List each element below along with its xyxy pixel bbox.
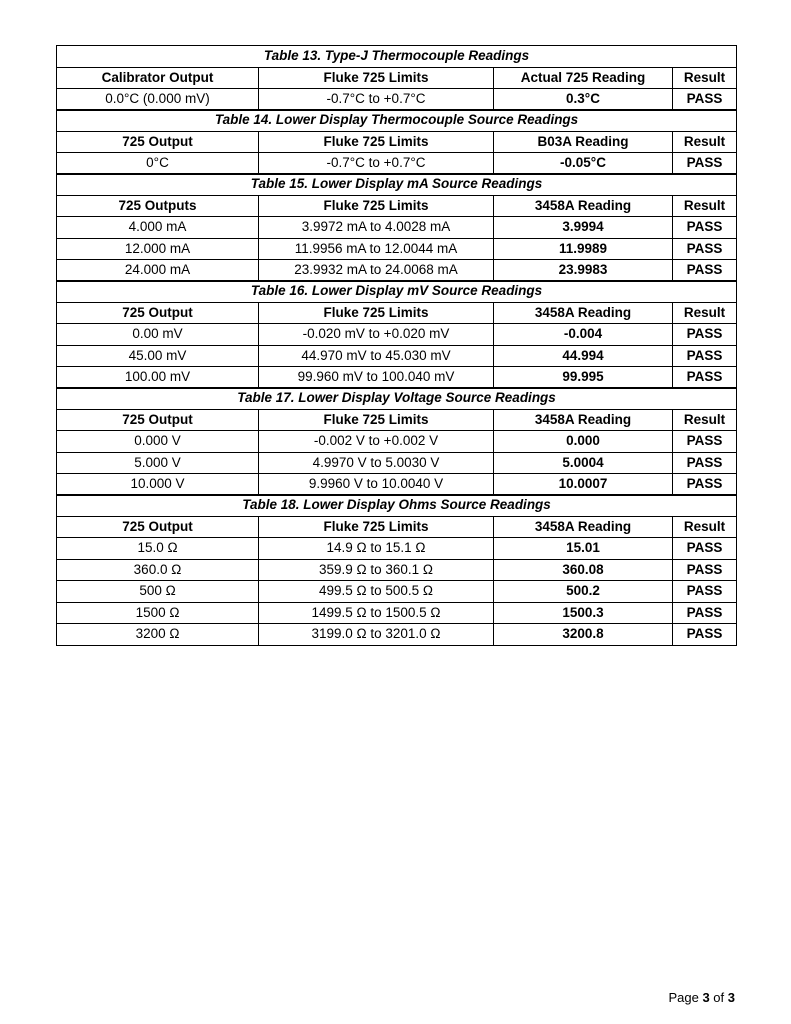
result-cell: PASS <box>673 538 737 560</box>
column-header: Fluke 725 Limits <box>259 302 494 324</box>
result-cell: PASS <box>673 559 737 581</box>
column-header: 725 Output <box>57 302 259 324</box>
table-title-row <box>57 174 737 196</box>
table-row <box>57 581 737 603</box>
column-header: Fluke 725 Limits <box>259 131 494 153</box>
output-cell: 24.000 mA <box>57 260 259 282</box>
table-header-row <box>57 409 737 431</box>
page-number: 3 <box>702 990 710 1005</box>
limits-cell: 23.9932 mA to 24.0068 mA <box>259 260 494 282</box>
output-cell: 500 Ω <box>57 581 259 603</box>
table-header-row <box>57 67 737 89</box>
output-cell: 5.000 V <box>57 452 259 474</box>
result-cell: PASS <box>673 324 737 346</box>
output-cell: 4.000 mA <box>57 217 259 239</box>
limits-cell: 3.9972 mA to 4.0028 mA <box>259 217 494 239</box>
reading-cell: 11.9989 <box>494 238 673 260</box>
limits-cell: 9.9960 V to 10.0040 V <box>259 474 494 496</box>
readings-table <box>56 494 737 646</box>
column-header: Fluke 725 Limits <box>259 195 494 217</box>
table-row <box>57 431 737 453</box>
column-header: B03A Reading <box>494 131 673 153</box>
output-cell: 0°C <box>57 153 259 175</box>
column-header: Result <box>673 302 737 324</box>
output-cell: 15.0 Ω <box>57 538 259 560</box>
table-row <box>57 602 737 624</box>
reading-cell: -0.05°C <box>494 153 673 175</box>
table-header-row <box>57 131 737 153</box>
table-row <box>57 538 737 560</box>
table-row <box>57 89 737 111</box>
table-row <box>57 474 737 496</box>
table-title: Table 14. Lower Display Thermocouple Source Readings <box>57 110 737 132</box>
result-cell: PASS <box>673 89 737 111</box>
result-cell: PASS <box>673 431 737 453</box>
table-title: Table 16. Lower Display mV Source Readings <box>57 281 737 303</box>
column-header: Fluke 725 Limits <box>259 409 494 431</box>
result-cell: PASS <box>673 153 737 175</box>
column-header: Result <box>673 131 737 153</box>
table-header-row <box>57 516 737 538</box>
table-header-row <box>57 195 737 217</box>
reading-cell: 23.9983 <box>494 260 673 282</box>
table-title-row <box>57 388 737 410</box>
limits-cell: 14.9 Ω to 15.1 Ω <box>259 538 494 560</box>
output-cell: 100.00 mV <box>57 367 259 389</box>
table-row <box>57 217 737 239</box>
result-cell: PASS <box>673 624 737 646</box>
output-cell: 1500 Ω <box>57 602 259 624</box>
readings-tables <box>56 45 736 646</box>
output-cell: 10.000 V <box>57 474 259 496</box>
column-header: Result <box>673 516 737 538</box>
table-header-row <box>57 302 737 324</box>
result-cell: PASS <box>673 602 737 624</box>
output-cell: 0.0°C (0.000 mV) <box>57 89 259 111</box>
table-title-row <box>57 110 737 132</box>
table-title: Table 15. Lower Display mA Source Readings <box>57 174 737 196</box>
output-cell: 12.000 mA <box>57 238 259 260</box>
column-header: Actual 725 Reading <box>494 67 673 89</box>
result-cell: PASS <box>673 345 737 367</box>
limits-cell: 359.9 Ω to 360.1 Ω <box>259 559 494 581</box>
result-cell: PASS <box>673 367 737 389</box>
column-header: 725 Outputs <box>57 195 259 217</box>
readings-table <box>56 109 737 175</box>
readings-table <box>56 45 737 111</box>
table-row <box>57 367 737 389</box>
table-title-row <box>57 495 737 517</box>
reading-cell: -0.004 <box>494 324 673 346</box>
limits-cell: 1499.5 Ω to 1500.5 Ω <box>259 602 494 624</box>
readings-table <box>56 387 737 496</box>
column-header: 3458A Reading <box>494 409 673 431</box>
reading-cell: 360.08 <box>494 559 673 581</box>
reading-cell: 3200.8 <box>494 624 673 646</box>
result-cell: PASS <box>673 452 737 474</box>
limits-cell: 99.960 mV to 100.040 mV <box>259 367 494 389</box>
column-header: 725 Output <box>57 516 259 538</box>
table-title: Table 17. Lower Display Voltage Source Readings <box>57 388 737 410</box>
column-header: Fluke 725 Limits <box>259 516 494 538</box>
page-total: 3 <box>727 990 735 1005</box>
output-cell: 45.00 mV <box>57 345 259 367</box>
reading-cell: 10.0007 <box>494 474 673 496</box>
limits-cell: 499.5 Ω to 500.5 Ω <box>259 581 494 603</box>
table-row <box>57 452 737 474</box>
limits-cell: 3199.0 Ω to 3201.0 Ω <box>259 624 494 646</box>
reading-cell: 15.01 <box>494 538 673 560</box>
output-cell: 360.0 Ω <box>57 559 259 581</box>
of-word: of <box>713 990 725 1005</box>
reading-cell: 1500.3 <box>494 602 673 624</box>
limits-cell: 11.9956 mA to 12.0044 mA <box>259 238 494 260</box>
result-cell: PASS <box>673 238 737 260</box>
table-row <box>57 238 737 260</box>
limits-cell: 44.970 mV to 45.030 mV <box>259 345 494 367</box>
limits-cell: -0.020 mV to +0.020 mV <box>259 324 494 346</box>
table-row <box>57 260 737 282</box>
table-row <box>57 324 737 346</box>
column-header: Result <box>673 195 737 217</box>
output-cell: 3200 Ω <box>57 624 259 646</box>
reading-cell: 0.3°C <box>494 89 673 111</box>
column-header: Result <box>673 409 737 431</box>
table-row <box>57 345 737 367</box>
reading-cell: 5.0004 <box>494 452 673 474</box>
column-header: 3458A Reading <box>494 516 673 538</box>
column-header: 3458A Reading <box>494 302 673 324</box>
limits-cell: -0.7°C to +0.7°C <box>259 89 494 111</box>
column-header: 3458A Reading <box>494 195 673 217</box>
table-title-row <box>57 281 737 303</box>
readings-table <box>56 173 737 282</box>
page-word: Page <box>668 990 699 1005</box>
column-header: Calibrator Output <box>57 67 259 89</box>
reading-cell: 0.000 <box>494 431 673 453</box>
output-cell: 0.000 V <box>57 431 259 453</box>
table-row <box>57 624 737 646</box>
reading-cell: 500.2 <box>494 581 673 603</box>
limits-cell: 4.9970 V to 5.0030 V <box>259 452 494 474</box>
table-title-row <box>57 46 737 68</box>
column-header: 725 Output <box>57 131 259 153</box>
column-header: 725 Output <box>57 409 259 431</box>
page-footer <box>668 990 735 1005</box>
limits-cell: -0.002 V to +0.002 V <box>259 431 494 453</box>
reading-cell: 3.9994 <box>494 217 673 239</box>
table-title: Table 18. Lower Display Ohms Source Readings <box>57 495 737 517</box>
readings-table <box>56 280 737 389</box>
column-header: Fluke 725 Limits <box>259 67 494 89</box>
result-cell: PASS <box>673 581 737 603</box>
result-cell: PASS <box>673 260 737 282</box>
column-header: Result <box>673 67 737 89</box>
reading-cell: 44.994 <box>494 345 673 367</box>
limits-cell: -0.7°C to +0.7°C <box>259 153 494 175</box>
result-cell: PASS <box>673 217 737 239</box>
table-title: Table 13. Type-J Thermocouple Readings <box>57 46 737 68</box>
result-cell: PASS <box>673 474 737 496</box>
reading-cell: 99.995 <box>494 367 673 389</box>
table-row <box>57 153 737 175</box>
table-row <box>57 559 737 581</box>
output-cell: 0.00 mV <box>57 324 259 346</box>
